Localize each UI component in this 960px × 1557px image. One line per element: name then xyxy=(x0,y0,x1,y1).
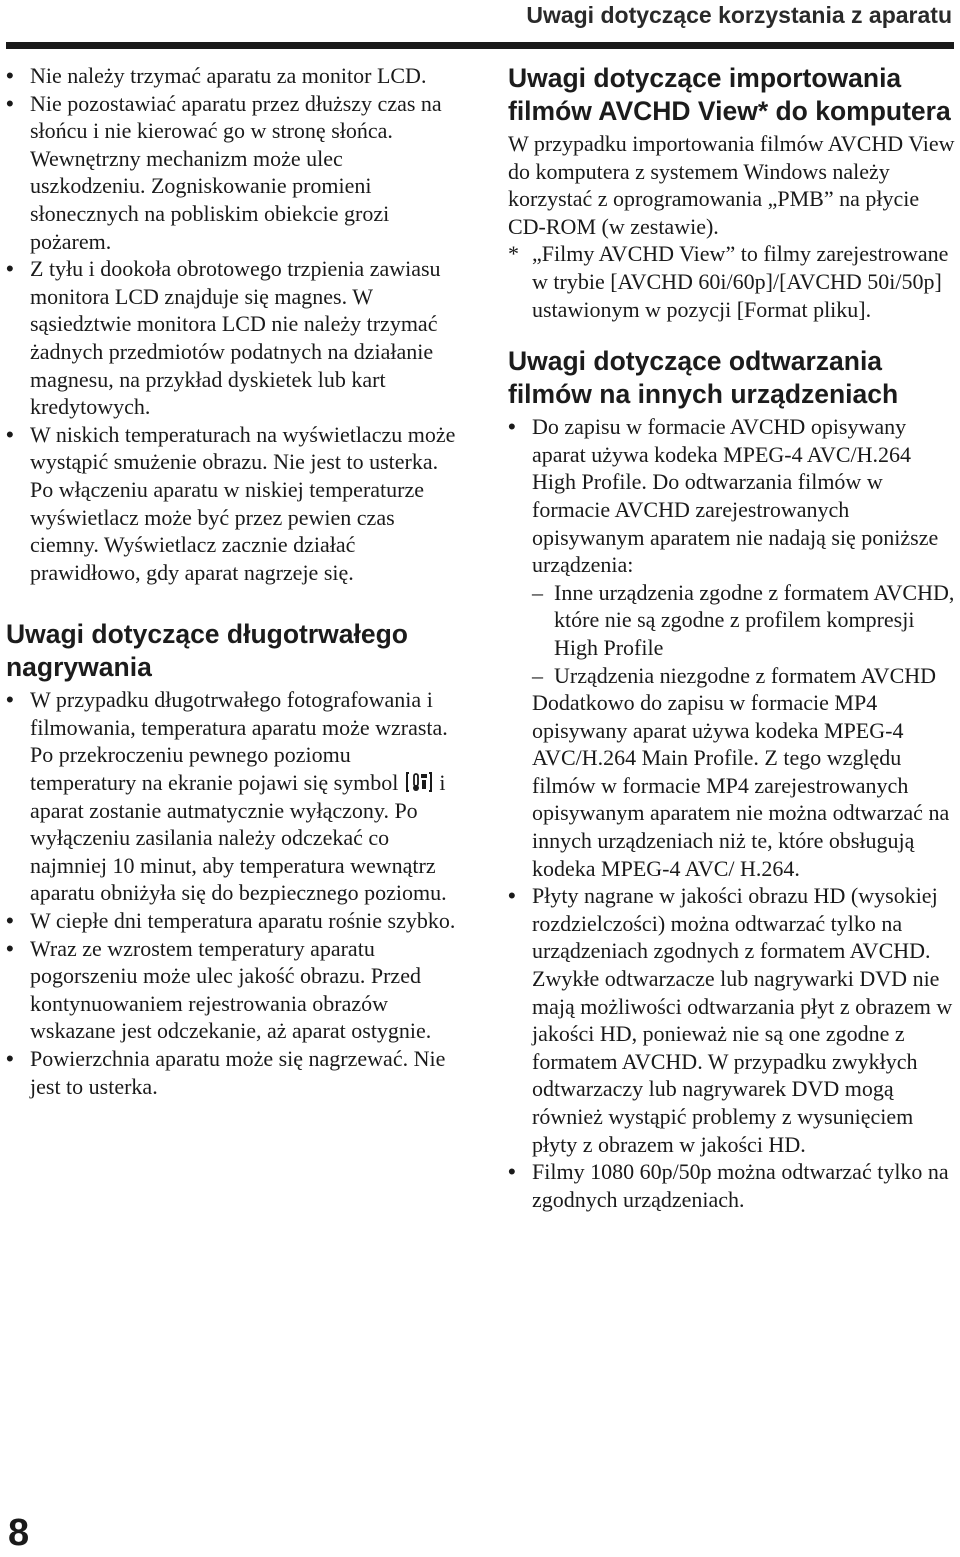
dash-item xyxy=(532,579,956,662)
left-bullet-list xyxy=(6,62,456,586)
list-item: • Filmy 1080 60p/50p można odtwarzać tylko na zgodnych urządzeniach. xyxy=(508,1158,956,1213)
list-item: • Nie pozostawiać aparatu przez dłuższy czas na słońcu i nie kierować go w stronę słońca. Wewnętrzny mechanizm może ulec uszkodzeniu. Zogniskowanie promieni słonecznych na pobliskim obiekcie grozi pożarem. xyxy=(6,90,456,256)
list-item-text: W przypadku długotrwałego fotografowania i filmowania, temperatura aparatu może wzrasta. Po przekroczeniu pewnego poziomu temperatury na ekranie pojawi się symbol xyxy=(30,687,448,796)
footnote-text: „Filmy AVCHD View” to filmy zarejestrowane w trybie [AVCHD 60i/60p]/[AVCHD 50i/50p] ustawionym w pozycji [Format pliku]. xyxy=(532,241,949,322)
list-item: • Powierzchnia aparatu może się nagrzewać. Nie jest to usterka. xyxy=(6,1045,456,1100)
section-heading-import: Uwagi dotyczące importowania filmów AVCHD View* do komputera xyxy=(508,63,951,126)
list-item: • Z tyłu i dookoła obrotowego trzpienia zawiasu monitora LCD znajduje się magnes. W sąsiedztwie monitora LCD nie należy trzymać żadnych przedmiotów podatnych na działanie magnesu, na przykład dyskietek lub kart kredytowych. xyxy=(6,255,456,421)
list-item: • W niskich temperaturach na wyświetlaczu może wystąpić smużenie obrazu. Nie jest to usterka. Po włączeniu aparatu w niskiej temperaturze wyświetlacz może być przez pewien czas ciemny. Wyświetlacz zacznie działać prawidłowo, gdy aparat nagrzeje się. xyxy=(6,421,456,587)
right-column xyxy=(508,62,956,1213)
list-item-text: • Do zapisu w formacie AVCHD opisywany aparat używa kodeka MPEG-4 AVC/H.264 High Profile. Do odtwarzania filmów w formacie AVCHD zarejestrowanych opisywanym aparatem nie nadają się poniższe urządzenia: xyxy=(532,414,939,578)
list-item: • W ciepłe dni temperatura aparatu rośnie szybko. xyxy=(6,907,456,935)
long-recording-bullet-list xyxy=(6,686,456,1100)
list-item xyxy=(508,413,956,882)
page-number: 8 xyxy=(8,1512,30,1554)
dash-mark: – xyxy=(532,662,543,688)
section-heading-playback: Uwagi dotyczące odtwarzania filmów na innych urządzeniach xyxy=(508,346,899,410)
overheat-warning-icon-graphic xyxy=(406,771,432,793)
footnote-mark: * xyxy=(508,241,519,267)
footnote xyxy=(508,240,956,323)
list-item: • Płyty nagrane w jakości obrazu HD (wysokiej rozdzielczości) można odtwarzać tylko na urządzeniach zgodnych z formatem AVCHD. Zwykłe odtwarzacze lub nagrywarki DVD nie mają możliwości odtwarzania płyt z obrazem w jakości HD, ponieważ nie są one zgodne z formatem AVCHD. W przypadku zwykłych odtwarzaczy lub nagrywarek DVD mogą również wystąpić problemy z wysunięciem płyty z obrazem w jakości HD. xyxy=(508,882,956,1158)
list-item: • Wraz ze wzrostem temperatury aparatu pogorszeniu może ulec jakość obrazu. Przed kontynuowaniem rejestrowania obrazów wskazane jest odczekanie, aż aparat ostygnie. xyxy=(6,935,456,1045)
dash-mark: – xyxy=(532,579,543,605)
list-item xyxy=(6,686,456,907)
dash-item-text: Urządzenia niezgodne z formatem AVCHD xyxy=(554,662,937,688)
playback-bullet-list xyxy=(508,413,956,1213)
overheat-warning-icon xyxy=(406,771,432,793)
section-heading-long-recording: Uwagi dotyczące długotrwałego nagrywania xyxy=(6,619,408,683)
left-column xyxy=(6,62,456,1100)
list-item-text: i aparat zostanie autmatycznie wyłączony. Po wyłączeniu zasilania należy odczekać co najmniej 10 minut, aby temperatura wewnątrz aparatu obniżyła się do bezpiecznego poziomu. xyxy=(30,770,447,906)
header-title: Uwagi dotyczące korzystania z aparatu xyxy=(526,2,952,28)
header-rule xyxy=(6,42,954,49)
dash-item-text: Inne urządzenia zgodne z formatem AVCHD, które nie są zgodne z profilem kompresji High Profile xyxy=(554,579,955,660)
dash-item xyxy=(532,662,956,690)
import-paragraph: W przypadku importowania filmów AVCHD View do komputera z systemem Windows należy korzystać z oprogramowania „PMB” na płycie CD-ROM (w zestawie). xyxy=(508,131,955,239)
list-item: • Nie należy trzymać aparatu za monitor LCD. xyxy=(6,62,456,90)
list-item-text: Dodatkowo do zapisu w formacie MP4 opisywany aparat używa kodeka MPEG-4 AVC/H.264 Main Profile. Z tego względu filmów w formacie MP4 zarejestrowanych opisywanym aparatem nie można odtwarzać na innych urządzeniach niż te, które obsługują kodeka MPEG-4 AVC/ H.264. xyxy=(532,690,950,881)
